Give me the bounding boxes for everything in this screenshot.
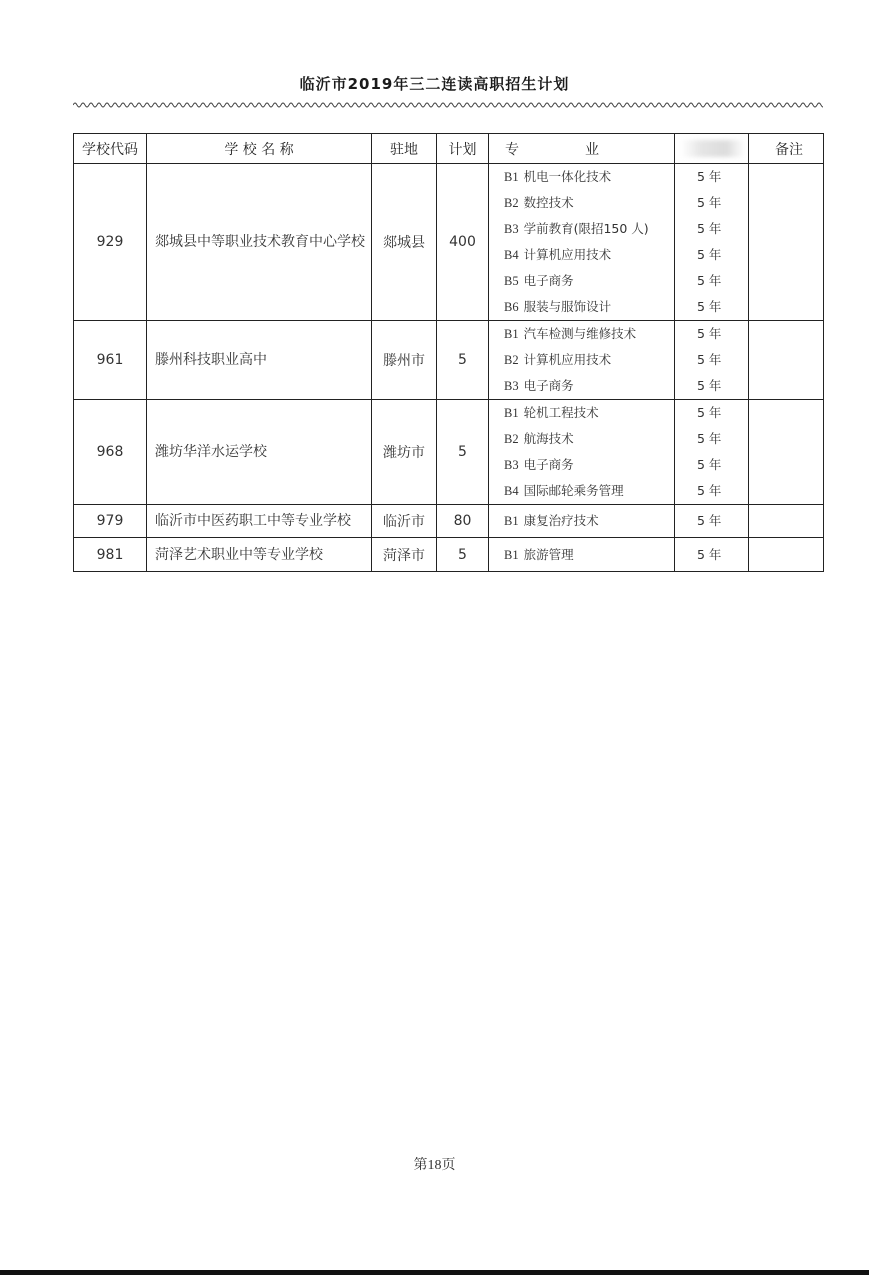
remarks-cell <box>749 321 824 400</box>
duration-list <box>675 400 749 505</box>
school-plan: 5 <box>437 400 489 505</box>
school-location: 临沂市 <box>372 505 437 538</box>
duration: 5 年 <box>697 195 722 210</box>
major-list <box>489 400 675 505</box>
major-item: B6 服装与服饰设计 <box>504 299 612 314</box>
major-item: B1 康复治疗技术 <box>504 513 599 528</box>
table-row <box>74 164 824 321</box>
table-row <box>74 321 824 400</box>
school-code: 961 <box>74 321 147 400</box>
school-plan: 5 <box>437 538 489 572</box>
header-plan: 计划 <box>437 134 489 164</box>
duration-list <box>675 505 749 538</box>
school-code: 929 <box>74 164 147 321</box>
duration-list <box>675 321 749 400</box>
duration: 5 年 <box>697 326 722 341</box>
school-name: 郯城县中等职业技术教育中心学校 <box>147 164 372 321</box>
major-item: B3 学前教育(限招150 人) <box>504 221 649 236</box>
school-code: 979 <box>74 505 147 538</box>
remarks-cell <box>749 505 824 538</box>
header-school-name: 学 校 名 称 <box>147 134 372 164</box>
decorative-wave-border <box>73 100 823 110</box>
duration: 5 年 <box>697 405 722 420</box>
school-plan: 400 <box>437 164 489 321</box>
duration-list <box>675 538 749 572</box>
header-school-code: 学校代码 <box>74 134 147 164</box>
school-plan: 80 <box>437 505 489 538</box>
school-location: 菏泽市 <box>372 538 437 572</box>
major-list <box>489 321 675 400</box>
major-item: B2 计算机应用技术 <box>504 352 612 367</box>
duration: 5 年 <box>697 273 722 288</box>
school-name: 临沂市中医药职工中等专业学校 <box>147 505 372 538</box>
major-list <box>489 505 675 538</box>
header-major-right: 业 <box>585 141 599 158</box>
school-code: 968 <box>74 400 147 505</box>
school-name: 潍坊华洋水运学校 <box>147 400 372 505</box>
major-list <box>489 538 675 572</box>
duration: 5 年 <box>697 513 722 528</box>
major-item: B1 轮机工程技术 <box>504 405 599 420</box>
major-item: B2 航海技术 <box>504 431 574 446</box>
bottom-border <box>0 1270 869 1275</box>
duration: 5 年 <box>697 431 722 446</box>
school-plan: 5 <box>437 321 489 400</box>
enrollment-plan-table <box>73 133 824 572</box>
school-name: 滕州科技职业高中 <box>147 321 372 400</box>
major-item: B1 机电一体化技术 <box>504 169 612 184</box>
major-item: B4 国际邮轮乘务管理 <box>504 483 624 498</box>
school-location: 郯城县 <box>372 164 437 321</box>
remarks-cell <box>749 164 824 321</box>
major-item: B4 计算机应用技术 <box>504 247 612 262</box>
school-code: 981 <box>74 538 147 572</box>
duration: 5 年 <box>697 546 722 562</box>
major-item: B1 汽车检测与维修技术 <box>504 326 637 341</box>
duration-list <box>675 164 749 321</box>
school-location: 滕州市 <box>372 321 437 400</box>
page-title: 临沂市2019年三二连读高职招生计划 <box>299 75 570 93</box>
duration: 5 年 <box>697 378 722 393</box>
major-item: B3 电子商务 <box>504 457 574 472</box>
table-row <box>74 538 824 572</box>
page-number: 第18页 <box>413 1158 456 1173</box>
header-remarks: 备注 <box>749 134 824 164</box>
duration: 5 年 <box>697 169 722 184</box>
school-location: 潍坊市 <box>372 400 437 505</box>
major-item: B5 电子商务 <box>504 273 574 288</box>
duration: 5 年 <box>697 299 722 314</box>
duration: 5 年 <box>697 247 722 262</box>
redaction-blur <box>681 140 745 157</box>
header-major <box>489 134 675 164</box>
major-item: B2 数控技术 <box>504 195 574 210</box>
header-duration-redacted <box>675 134 749 164</box>
table-row <box>74 400 824 505</box>
duration: 5 年 <box>697 457 722 472</box>
header-major-left: 专 <box>505 141 519 158</box>
header-location: 驻地 <box>372 134 437 164</box>
table-row <box>74 505 824 538</box>
duration: 5 年 <box>697 483 722 498</box>
duration: 5 年 <box>697 352 722 367</box>
major-item: B3 电子商务 <box>504 378 574 393</box>
remarks-cell <box>749 538 824 572</box>
table-header-row <box>74 134 824 164</box>
remarks-cell <box>749 400 824 505</box>
major-item: B1 旅游管理 <box>504 546 574 562</box>
school-name: 菏泽艺术职业中等专业学校 <box>147 538 372 572</box>
major-list <box>489 164 675 321</box>
duration: 5 年 <box>697 221 722 236</box>
